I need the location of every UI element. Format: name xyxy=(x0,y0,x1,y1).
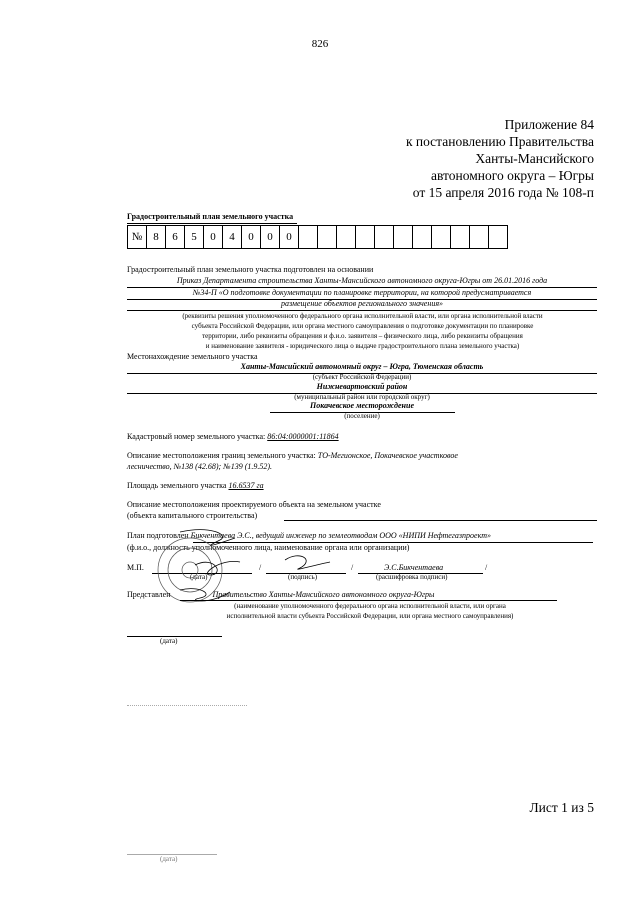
boundaries-value-2: лесничество, №138 (42.68); №139 (1.9.52). xyxy=(127,462,273,471)
plan-number-digit xyxy=(489,226,508,249)
plan-number-digit: 0 xyxy=(242,226,261,249)
basis-line: №34-П «О подготовке документации по планировке территории, на которой предусматривается xyxy=(192,288,532,297)
basis-line: Приказ Департамента строительства Ханты-Мансийского автономного округа-Югры от 26.01.2016 года xyxy=(176,276,548,285)
cadastral-label xyxy=(127,432,339,441)
area-label xyxy=(127,481,264,490)
plan-number-digit xyxy=(356,226,375,249)
signature-name: Э.С.Бикчентаева xyxy=(384,563,444,572)
plan-number-digit: 4 xyxy=(223,226,242,249)
appendix-line: Приложение 84 xyxy=(504,117,594,132)
plan-title: Градостроительный план земельного участка xyxy=(127,212,294,221)
sheet-number: Лист 1 из 5 xyxy=(529,800,594,815)
basis-note xyxy=(120,311,605,351)
location-label: Местонахождение земельного участка xyxy=(127,352,258,361)
basis-label: Градостроительный план земельного участка подготовлен на основании xyxy=(127,265,374,274)
bottom-date-note: (дата) xyxy=(160,855,178,863)
prepared-label: План подготовлен xyxy=(127,531,189,540)
location-district: Нижневартовский район xyxy=(316,382,408,391)
plan-number-prefix: № xyxy=(128,226,147,249)
mp-label: М.П. xyxy=(127,563,144,572)
plan-number-digit xyxy=(451,226,470,249)
location-subject: Ханты-Мансийский автономный округ – Югра, Тюменская область xyxy=(240,362,484,371)
prepared-value: Бикчентаева Э.С., ведущий инженер по землеотводам ООО «НИПИ Нефтегазпроект» xyxy=(190,531,492,540)
object-label-2: (объекта капитального строительства) xyxy=(127,511,258,520)
plan-number-digit xyxy=(470,226,489,249)
location-settlement: Покачевское месторождение xyxy=(309,401,414,410)
presented-value: Правительство Ханты-Мансийского автономного округа-Югры xyxy=(212,590,435,599)
plan-number-digit xyxy=(394,226,413,249)
name-note: (расшифровка подписи) xyxy=(376,573,448,581)
date-note: (дата) xyxy=(190,573,208,581)
object-label: Описание местоположения проектируемого объекта на земельном участке xyxy=(127,500,381,509)
appendix-line: автономного округа – Югры xyxy=(431,168,594,183)
plan-number-digit: 5 xyxy=(185,226,204,249)
plan-number-digit: 0 xyxy=(261,226,280,249)
basis-note-line: (реквизиты решения уполномоченного федерального органа исполнительной власти, или органа исполнительной власти xyxy=(182,312,543,320)
boundaries-label-text: Описание местоположения границ земельного участка: xyxy=(127,451,316,460)
appendix-line: к постановлению Правительства xyxy=(405,134,594,149)
signature-scribble xyxy=(195,561,240,575)
presented-line xyxy=(127,590,597,599)
presented-note xyxy=(150,601,590,621)
location-district-note: (муниципальный район или городской округ) xyxy=(294,393,430,401)
appendix-line: от 15 апреля 2016 года № 108-п xyxy=(412,185,594,200)
presented-label: Представлен xyxy=(127,590,171,599)
presented-date-note: (дата) xyxy=(160,637,178,645)
location-subject-note: (субъект Российской Федерации) xyxy=(312,373,412,381)
presented-note-line: исполнительной власти субъекта Российской Федерации, или органа местного самоуправления) xyxy=(226,612,514,620)
cadastral-value: 86:04:0000001:11864 xyxy=(267,432,339,441)
cadastral-label-text: Кадастровый номер земельного участка: xyxy=(127,432,266,441)
basis-note-line: субъекта Российской Федерации, или органа местного самоуправления о подготовке документации по планировке xyxy=(191,322,534,330)
prepared-note: (ф.и.о., должность уполномоченного лица, наименование органа или организации) xyxy=(127,543,410,552)
area-label-text: Площадь земельного участка xyxy=(127,481,227,490)
appendix-line: Ханты-Мансийского xyxy=(475,151,594,166)
presented-note-line: (наименование уполномоченного федерального органа исполнительной власти, или органа xyxy=(234,602,506,610)
area-value: 16.6537 га xyxy=(228,481,264,490)
signature-scribble xyxy=(285,556,330,569)
basis-note-line: территории, либо реквизиты обращения и ф.и.о. заявителя – физического лица, либо реквизиты обращения xyxy=(202,332,523,340)
plan-number-digit: 0 xyxy=(280,226,299,249)
boundaries-value: ТО-Мегионское, Покачевское участковое xyxy=(317,451,458,460)
plan-number-digit: 0 xyxy=(204,226,223,249)
plan-number-digit: 6 xyxy=(166,226,185,249)
plan-number-digit: 8 xyxy=(147,226,166,249)
plan-number-digit xyxy=(337,226,356,249)
plan-number-cells xyxy=(127,225,508,249)
sign-note: (подпись) xyxy=(288,573,318,581)
basis-note-line: и наименование заявителя - юридического лица о выдаче градостроительного плана земельного участка) xyxy=(205,342,520,350)
page-number: 826 xyxy=(311,38,329,50)
plan-number-digit xyxy=(413,226,432,249)
stamp-signature-graphic xyxy=(140,520,340,640)
boundaries-label xyxy=(127,451,458,460)
plan-number-digit xyxy=(299,226,318,249)
appendix-header xyxy=(406,116,594,201)
plan-number-digit xyxy=(375,226,394,249)
plan-number-digit xyxy=(432,226,451,249)
location-settlement-note: (поселение) xyxy=(344,412,380,420)
basis-line: размещение объектов регионального значения» xyxy=(280,299,444,308)
plan-number-digit xyxy=(318,226,337,249)
